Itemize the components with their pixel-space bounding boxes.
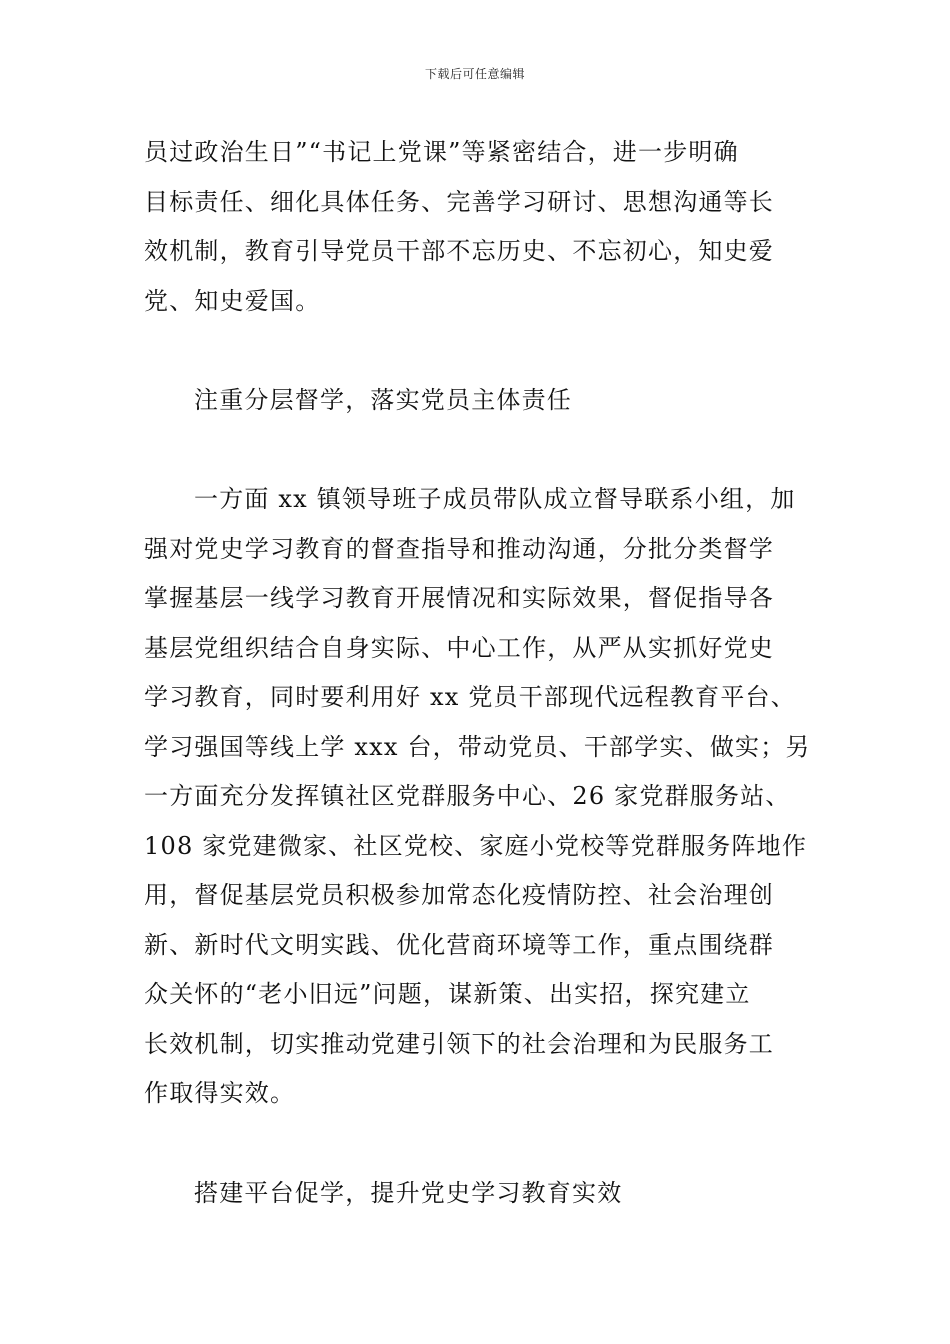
- paragraph-line: 一方面充分发挥镇社区党群服务中心、26 家党群服务站、: [144, 782, 791, 810]
- paragraph-line: 作取得实效。: [144, 1079, 296, 1107]
- paragraph-line: 效机制，教育引导党员干部不忘历史、不忘初心，知史爱: [144, 237, 774, 265]
- paragraph-line: 员过政治生日”“书记上党课”等紧密结合，进一步明确: [144, 138, 739, 166]
- paragraph-line: 基层党组织结合自身实际、中心工作，从严从实抓好党史: [144, 633, 774, 662]
- paragraph-line: 一方面 xx 镇领导班子成员带队成立督导联系小组，加: [194, 485, 796, 513]
- section-heading-text: 搭建平台促学，提升党史学习教育实效: [194, 1179, 623, 1207]
- paragraph-line: 强对党史学习教育的督查指导和推动沟通，分批分类督学: [144, 534, 774, 563]
- section-heading-platform: [144, 1169, 844, 1219]
- paragraph-line: 用，督促基层党员积极参加常态化疫情防控、社会治理创: [144, 881, 774, 909]
- paragraph-line: 党、知史爱国。: [144, 286, 321, 315]
- section-heading-supervision: [144, 376, 844, 426]
- page-header: 下载后可任意编辑: [424, 67, 525, 81]
- paragraph-line: 新、新时代文明实践、优化营商环境等工作，重点围绕群: [144, 930, 774, 959]
- paragraph-line: 掌握基层一线学习教育开展情况和实际效果，督促指导各: [144, 584, 774, 612]
- paragraph-line: 目标责任、细化具体任务、完善学习研讨、思想沟通等长: [144, 187, 774, 216]
- paragraph-continuation: [144, 128, 844, 326]
- paragraph-line: 众关怀的“老小旧远”问题，谋新策、出实招，探究建立: [144, 980, 751, 1008]
- paragraph-line: 学习教育，同时要利用好 xx 党员干部现代远程教育平台、: [144, 683, 796, 711]
- paragraph-line: 108 家党建微家、社区党校、家庭小党校等党群服务阵地作: [144, 831, 808, 860]
- paragraph-supervision: [144, 475, 844, 1119]
- paragraph-line: 学习强国等线上学 xxx 台，带动党员、干部学实、做实；另: [144, 732, 811, 761]
- section-heading-text: 注重分层督学，落实党员主体责任: [194, 386, 572, 414]
- paragraph-line: 长效机制，切实推动党建引领下的社会治理和为民服务工: [144, 1029, 774, 1058]
